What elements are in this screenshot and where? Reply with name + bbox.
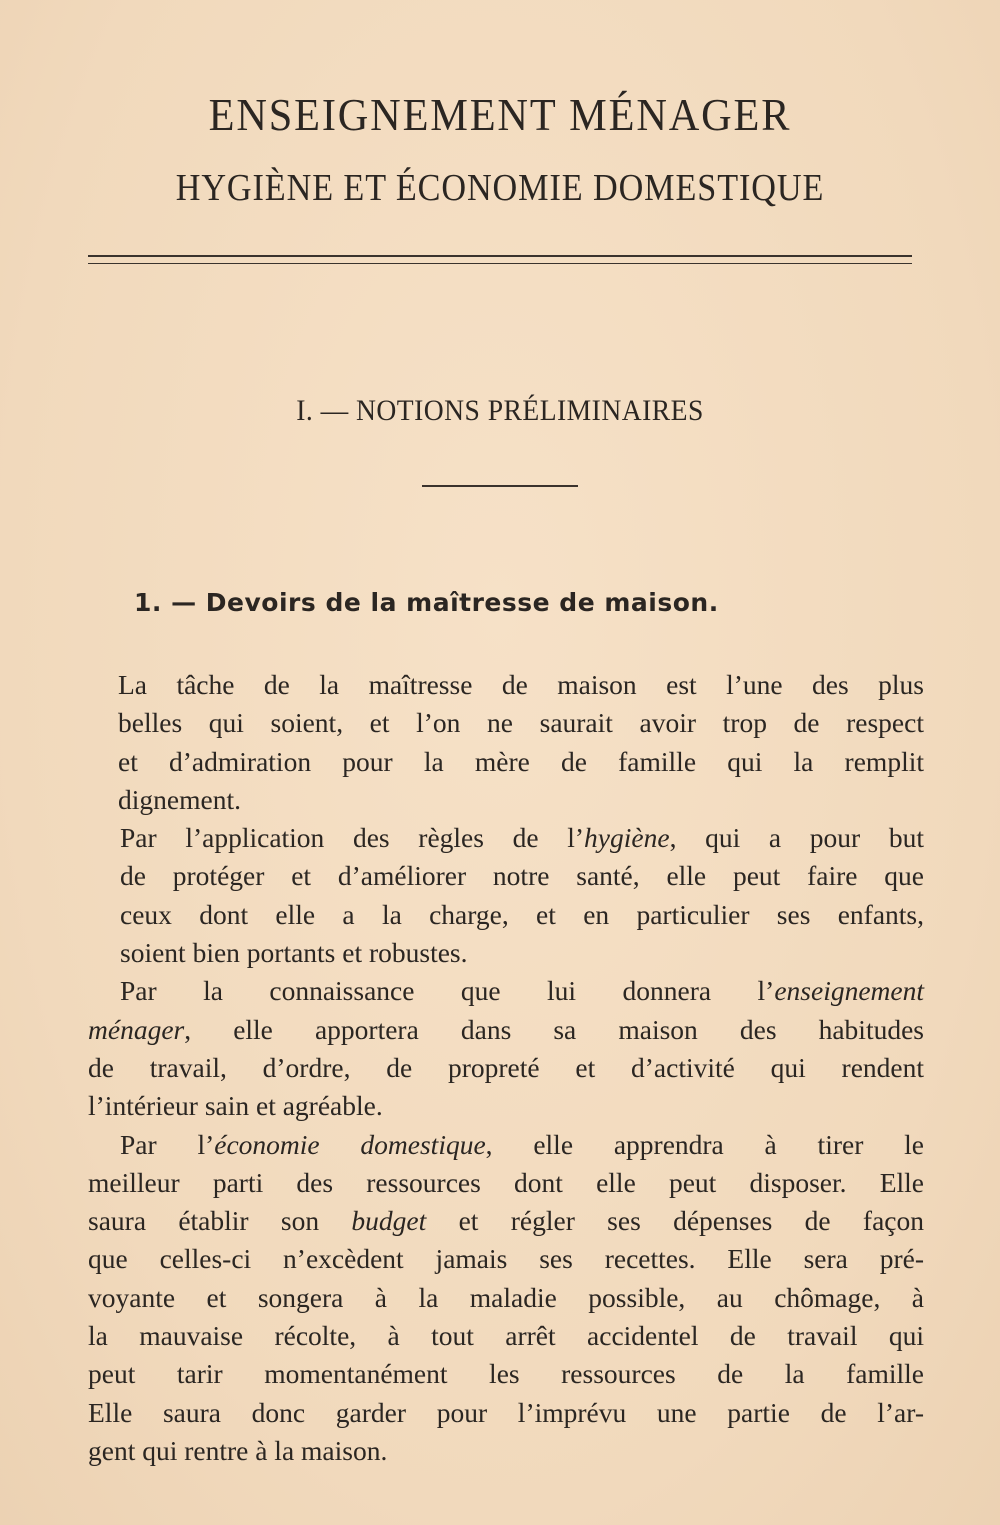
text-span: Par l’application des règles de l’ bbox=[120, 822, 585, 854]
text-span: Par la connaissance que lui donnera l’ bbox=[120, 975, 775, 1007]
text-span: , elle apprendra à tirer le bbox=[485, 1128, 924, 1160]
text-line: et d’admiration pour la mère de famille qui la remplit bbox=[118, 745, 924, 777]
text-line: que celles-ci n’excèdent jamais ses recettes. Elle sera pré- bbox=[88, 1243, 924, 1275]
text-line: de protéger et d’améliorer notre santé, elle peut faire que bbox=[120, 860, 924, 892]
page-title: ENSEIGNEMENT MÉNAGER bbox=[208, 89, 792, 140]
text-line: soient bien portants et robustes. bbox=[120, 937, 468, 969]
paragraph-2 bbox=[88, 819, 924, 972]
paragraph-1 bbox=[88, 666, 924, 819]
text-line: meilleur parti des ressources dont elle peut disposer. Elle bbox=[88, 1166, 924, 1198]
emphasis-economie: économie domestique bbox=[214, 1128, 486, 1160]
text-line: La tâche de la maîtresse de maison est l’une des plus bbox=[118, 669, 924, 700]
section-divider bbox=[422, 485, 578, 487]
emphasis-enseignement: enseignement bbox=[774, 975, 924, 1007]
text-span: , qui a pour but bbox=[669, 822, 924, 854]
emphasis-hygiene: hygiène bbox=[584, 822, 670, 854]
text-line: dignement. bbox=[118, 783, 241, 815]
text-line bbox=[88, 972, 924, 1010]
text-line: l’intérieur sain et agréable. bbox=[88, 1090, 383, 1122]
text-span: et régler ses dépenses de façon bbox=[426, 1205, 924, 1237]
text-span: , elle apportera dans sa maison des habitudes bbox=[184, 1013, 924, 1045]
paragraph-4 bbox=[88, 1126, 924, 1471]
section-title: I. — NOTIONS PRÉLIMINAIRES bbox=[296, 394, 704, 427]
text-line bbox=[88, 819, 924, 857]
text-line bbox=[88, 1011, 924, 1049]
text-line: Elle saura donc garder pour l’imprévu une partie de l’ar- bbox=[88, 1396, 924, 1428]
page-subtitle: HYGIÈNE ET ÉCONOMIE DOMESTIQUE bbox=[175, 167, 825, 209]
title-divider bbox=[88, 255, 912, 264]
emphasis-menager: ménager bbox=[88, 1013, 185, 1045]
text-line: ceux dont elle a la charge, et en particulier ses enfants, bbox=[120, 898, 924, 930]
paragraph-3 bbox=[88, 972, 924, 1125]
chapter-heading: 1. — Devoirs de la maîtresse de maison. bbox=[134, 588, 719, 617]
text-line: gent qui rentre à la maison. bbox=[88, 1434, 388, 1466]
text-span: saura établir son bbox=[88, 1205, 352, 1237]
text-line bbox=[88, 1202, 924, 1240]
text-span: Par l’ bbox=[120, 1128, 215, 1160]
text-line: peut tarir momentanément les ressources de la famille bbox=[88, 1358, 924, 1390]
body-text bbox=[88, 666, 924, 1470]
text-line: belles qui soient, et l’on ne saurait avoir trop de respect bbox=[118, 707, 924, 739]
emphasis-budget: budget bbox=[351, 1205, 427, 1237]
text-line bbox=[88, 1126, 924, 1164]
text-line: de travail, d’ordre, de propreté et d’activité qui rendent bbox=[88, 1051, 924, 1083]
text-line: voyante et songera à la maladie possible, au chômage, à bbox=[88, 1281, 924, 1313]
text-line: la mauvaise récolte, à tout arrêt accidentel de travail qui bbox=[88, 1320, 924, 1352]
